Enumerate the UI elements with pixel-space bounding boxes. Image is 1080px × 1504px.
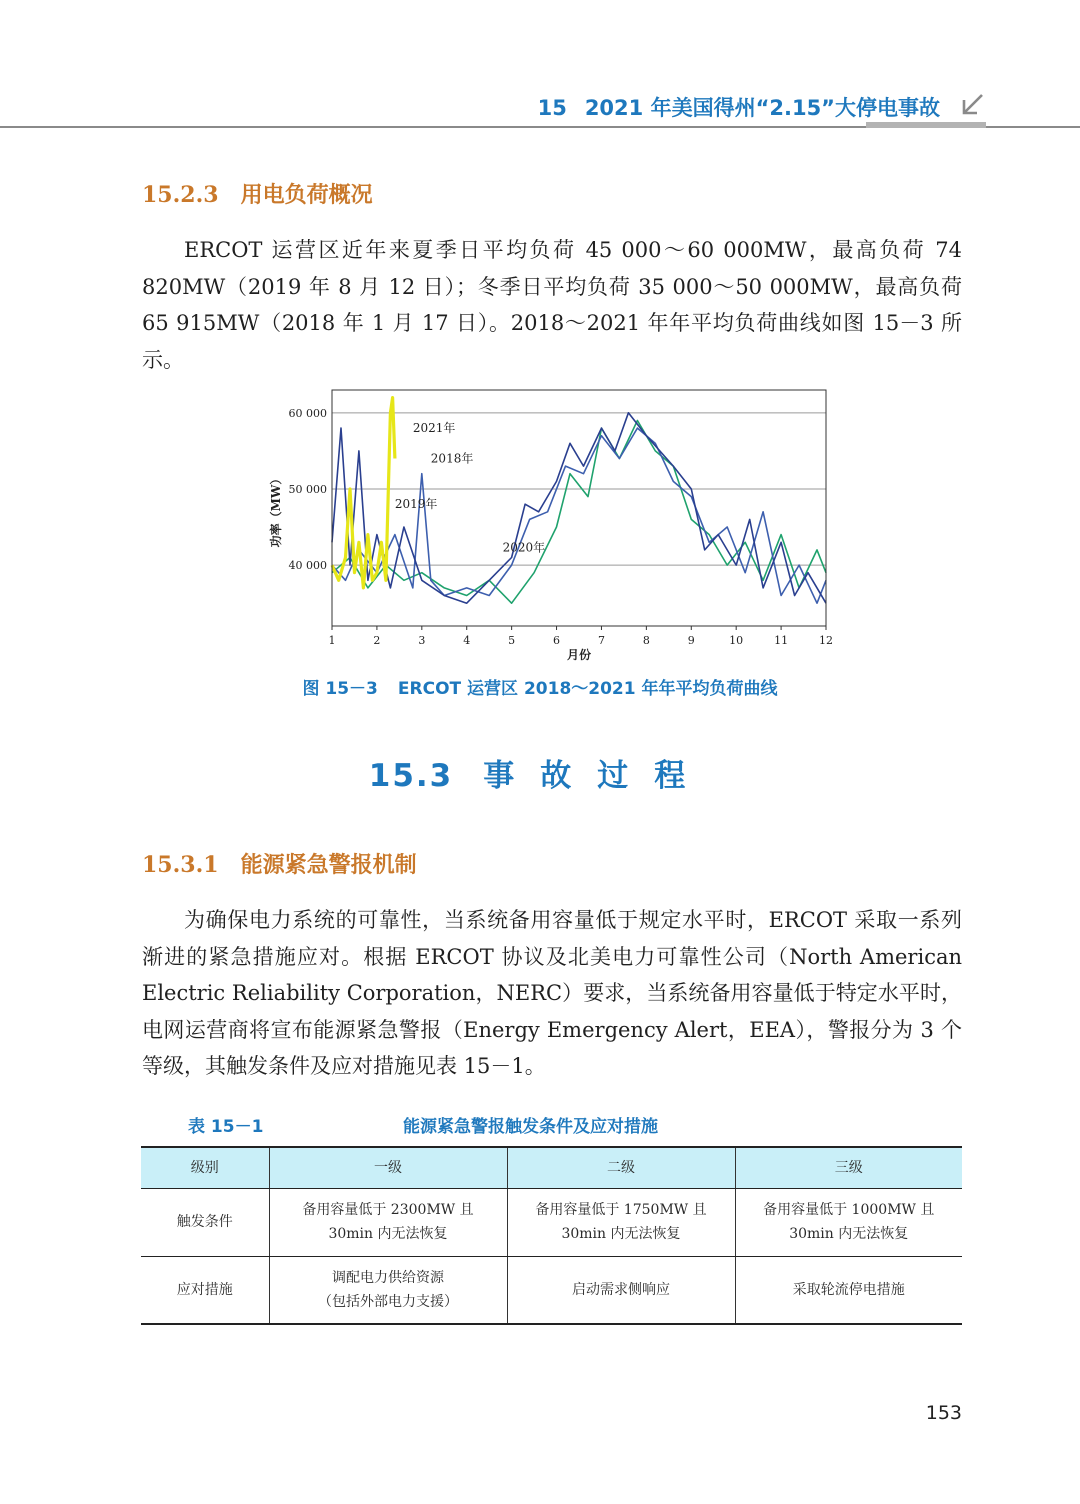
table-label: 表 15－1 [188,1117,264,1137]
cell-line: 调配电力供给资源 [332,1269,444,1286]
section-number: 15.2.3 [142,182,219,208]
table-cell [269,1256,507,1324]
table-header-row [141,1147,962,1188]
arrow-down-left-icon [960,92,986,118]
section-number: 15.3.1 [142,852,219,878]
x-axis-label: 月份 [566,648,592,662]
header-rule-dashed [980,126,1080,128]
x-tick-label: 6 [553,634,561,647]
table-cell [269,1188,507,1256]
x-tick-label: 10 [729,634,744,647]
chapter-title: 2021 年美国得州“2.15”大停电事故 [584,96,940,120]
series-line-2020年 [332,421,826,604]
section-heading-15-2-3 [142,178,373,209]
y-tick-label: 50 000 [288,482,327,496]
cell-line: 30min 内无法恢复 [789,1226,909,1242]
table-row [141,1256,962,1324]
y-tick-label: 60 000 [288,406,327,420]
series-line-2021年 [332,398,395,588]
x-tick-label: 4 [463,634,471,647]
x-tick-label: 9 [687,634,695,647]
load-curve-chart [262,382,842,672]
chapter-number: 15 [537,96,567,120]
x-tick-label: 12 [819,634,833,647]
x-tick-label: 8 [642,634,650,647]
cell-line: 备用容量低于 1750MW 且 [535,1202,707,1218]
x-axis-ticks [329,626,834,647]
y-tick-label: 40 000 [288,559,327,573]
table-title: 能源紧急警报触发条件及应对措施 [403,1117,658,1137]
paragraph-load-overview: ERCOT 运营区近年来夏季日平均负荷 45 000～60 000MW，最高负荷 74 820MW（2019 年 8 月 12 日）；冬季日平均负荷 35 000～50 000MW，最高负荷 65 915MW（2018 年 1 月 17 日）。2018～2021 年年平均负荷曲线如图 15－3 所示。 [142,238,962,372]
cell-line: 30min 内无法恢复 [561,1226,681,1242]
cell-line: 备用容量低于 2300MW 且 [302,1202,474,1218]
table-header-cell: 三级 [735,1147,962,1188]
table-caption [0,1112,1080,1138]
section-title: 事故过程 [483,758,712,794]
series-annotation: 2021年 [412,420,456,435]
table-row [141,1188,962,1256]
table-header-cell: 一级 [269,1147,507,1188]
x-tick-label: 11 [774,634,789,647]
section-heading-15-3-1 [142,848,417,879]
chapter-header [538,92,940,122]
paragraph-eea-mechanism: 为确保电力系统的可靠性，当系统备用容量低于规定水平时，ERCOT 采取一系列渐进的紧急措施应对。根据 ERCOT 协议及北美电力可靠性公司（North American Electric Reliability Corporation，NERC）要求，当系统备用容量低于特定水平时，电网运营商将宣布能源紧急警报（Energy Emergency Alert，EEA），警报分为 3 个等级，其触发条件及应对措施见表 15－1。 [142,908,962,1079]
table-cell [735,1256,962,1324]
page-number: 153 [925,1402,962,1424]
cell-line: （包括外部电力支援） [318,1293,458,1310]
series-annotation: 2020年 [502,540,546,555]
x-tick-label: 3 [418,634,426,647]
table-header-cell: 级别 [141,1147,269,1188]
running-header [0,0,1080,130]
grid-lines [332,413,826,565]
row-label: 触发条件 [141,1188,269,1256]
cell-line: 启动需求侧响应 [572,1281,670,1298]
x-tick-label: 1 [328,634,336,647]
cell-line: 采取轮流停电措施 [792,1281,905,1298]
eea-table [141,1146,962,1325]
header-tab-bar [866,122,986,128]
figure-caption-text: ERCOT 运营区 2018～2021 年年平均负荷曲线 [397,679,778,699]
row-label: 应对措施 [141,1256,269,1324]
y-axis-label: 功率（MW） [269,472,283,548]
table-cell [507,1188,735,1256]
cell-line: 30min 内无法恢复 [328,1226,448,1242]
table-header-cell: 二级 [507,1147,735,1188]
y-axis-ticks [289,407,328,572]
section-heading-15-3 [0,750,1080,795]
section-title: 能源紧急警报机制 [240,852,417,878]
figure-caption [0,674,1080,699]
load-curve-figure [262,382,842,672]
x-tick-label: 5 [508,634,516,647]
section-title: 用电负荷概况 [240,182,373,208]
cell-line: 备用容量低于 1000MW 且 [763,1202,935,1218]
table-cell [507,1256,735,1324]
figure-label: 图 15－3 [302,679,378,699]
series-annotation: 2018年 [430,451,474,466]
x-tick-label: 2 [373,634,381,647]
series-annotation: 2019年 [394,497,438,511]
x-tick-label: 7 [597,634,605,647]
table-cell [735,1188,962,1256]
section-number: 15.3 [368,758,454,794]
series-line-2019年 [332,428,826,603]
